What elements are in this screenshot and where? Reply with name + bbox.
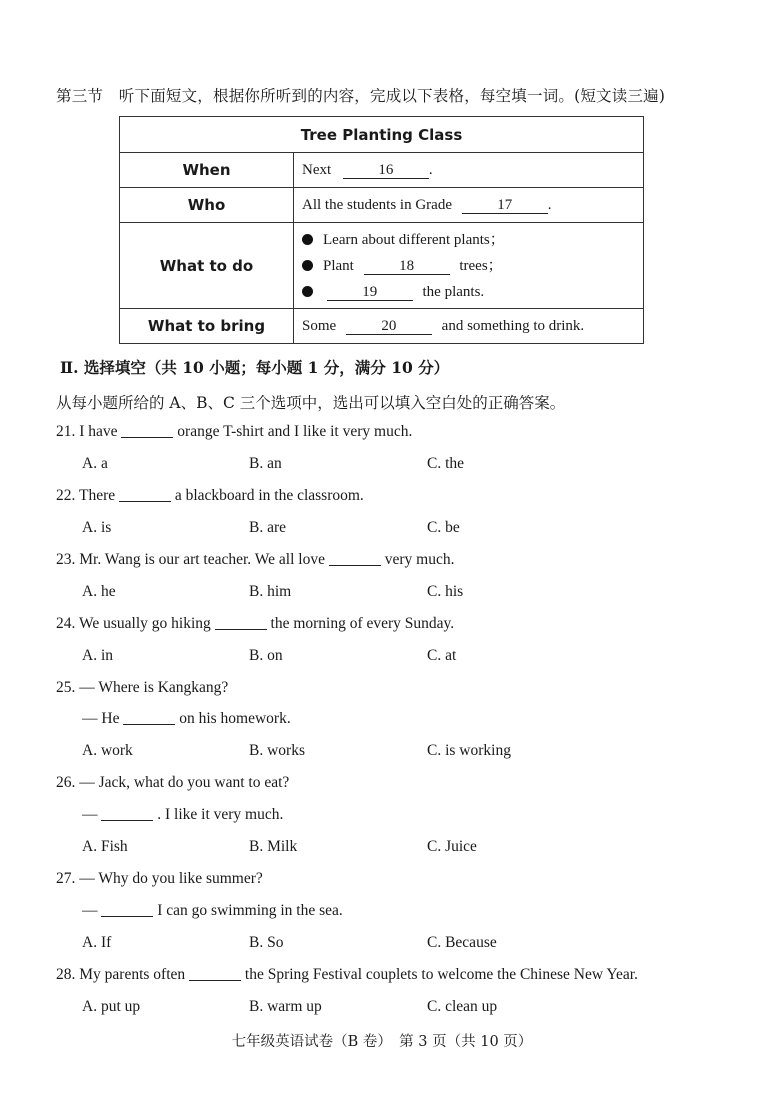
todo-item-3	[302, 279, 643, 305]
option-c: C. Because	[427, 934, 497, 951]
when-prefix: Next	[302, 161, 332, 178]
section-instruction: 从每小题所给的 A、B、C 三个选项中，选出可以填入空白处的正确答案。	[56, 394, 566, 412]
question-text: —	[82, 902, 98, 919]
option-a: A. in	[82, 647, 113, 664]
question-24	[56, 615, 454, 633]
blank-20: 20	[346, 319, 432, 335]
question-21	[56, 423, 412, 441]
todo-item-2-suffix: trees；	[459, 257, 503, 274]
bullet-icon	[302, 286, 313, 297]
option-c: C. Juice	[427, 838, 477, 855]
answer-blank	[215, 615, 267, 630]
section-title: Ⅱ. 选择填空（共 10 小题；每小题 1 分，满分 10 分）	[60, 358, 450, 377]
when-value	[294, 153, 644, 188]
option-a: A. Fish	[82, 838, 128, 855]
question-27: 27. — Why do you like summer?	[56, 870, 263, 887]
answer-blank	[101, 902, 153, 917]
option-a: A. work	[82, 742, 133, 759]
answer-blank	[329, 551, 381, 566]
blank-19: 19	[327, 285, 413, 301]
question-26: 26. — Jack, what do you want to eat?	[56, 774, 290, 791]
table-title: Tree Planting Class	[120, 117, 644, 153]
blank-18: 18	[364, 259, 450, 275]
question-text: the morning of every Sunday.	[270, 615, 455, 632]
option-b: B. an	[249, 455, 282, 472]
question-text: . I like it very much.	[157, 806, 284, 823]
question-text: — He	[82, 710, 120, 727]
answer-blank	[101, 806, 153, 821]
question-text: 24. We usually go hiking	[56, 615, 211, 632]
question-text: very much.	[384, 551, 455, 568]
question-text: 22. There	[56, 487, 116, 504]
bring-suffix: and something to drink.	[441, 317, 585, 334]
question-23	[56, 551, 454, 569]
question-27-reply	[82, 902, 343, 920]
option-c: C. at	[427, 647, 457, 664]
option-c: C. his	[427, 583, 464, 600]
answer-blank	[123, 710, 175, 725]
who-prefix: All the students in Grade	[302, 196, 452, 213]
option-a: A. he	[82, 583, 116, 600]
option-c: C. the	[427, 455, 465, 472]
option-a: A. a	[82, 455, 108, 472]
bullet-icon	[302, 234, 313, 245]
tree-planting-table	[119, 116, 644, 344]
question-25: 25. — Where is Kangkang?	[56, 679, 229, 696]
who-suffix: .	[547, 196, 552, 213]
option-b: B. are	[249, 519, 287, 536]
option-c: C. is working	[427, 742, 511, 759]
blank-16: 16	[343, 163, 429, 179]
question-text: orange T-shirt and I like it very much.	[177, 423, 413, 440]
option-b: B. works	[249, 742, 305, 759]
when-suffix: .	[428, 161, 433, 178]
question-26-reply	[82, 806, 283, 824]
bring-value	[294, 309, 644, 344]
option-c: C. be	[427, 519, 460, 536]
option-b: B. Milk	[249, 838, 298, 855]
question-text: 28. My parents often	[56, 966, 186, 983]
option-b: B. So	[249, 934, 284, 951]
listening-instruction: 第三节 听下面短文，根据你所听到的内容，完成以下表格，每空填一词。(短文读三遍)	[56, 87, 666, 105]
answer-blank	[189, 966, 241, 981]
blank-17: 17	[462, 198, 548, 214]
todo-label: What to do	[120, 223, 294, 309]
question-text: a blackboard in the classroom.	[174, 487, 364, 504]
question-text: I can go swimming in the sea.	[157, 902, 343, 919]
todo-value	[294, 223, 644, 309]
who-value	[294, 188, 644, 223]
option-b: B. him	[249, 583, 292, 600]
todo-item-1	[302, 227, 643, 253]
question-text: on his homework.	[179, 710, 291, 727]
question-text: 21. I have	[56, 423, 118, 440]
bullet-icon	[302, 260, 313, 271]
todo-item-2-prefix: Plant	[323, 257, 354, 274]
bring-label: What to bring	[120, 309, 294, 344]
option-a: A. put up	[82, 998, 141, 1015]
answer-blank	[121, 423, 173, 438]
answer-blank	[119, 487, 171, 502]
todo-item-3-suffix: the plants.	[422, 283, 485, 300]
question-25-reply	[82, 710, 291, 728]
option-c: C. clean up	[427, 998, 498, 1015]
page-footer: 七年级英语试卷（B 卷） 第 3 页（共 10 页）	[231, 1034, 533, 1050]
todo-item-1-text: Learn about different plants；	[323, 231, 505, 248]
option-a: A. If	[82, 934, 112, 951]
bring-prefix: Some	[302, 317, 337, 334]
option-a: A. is	[82, 519, 112, 536]
question-22	[56, 487, 364, 505]
question-28	[56, 966, 638, 984]
todo-item-2	[302, 253, 643, 279]
option-b: B. warm up	[249, 998, 322, 1015]
option-b: B. on	[249, 647, 283, 664]
question-text: —	[82, 806, 98, 823]
who-label: Who	[120, 188, 294, 223]
question-text: 23. Mr. Wang is our art teacher. We all love	[56, 551, 325, 568]
question-text: the Spring Festival couplets to welcome the Chinese New Year.	[244, 966, 638, 983]
when-label: When	[120, 153, 294, 188]
